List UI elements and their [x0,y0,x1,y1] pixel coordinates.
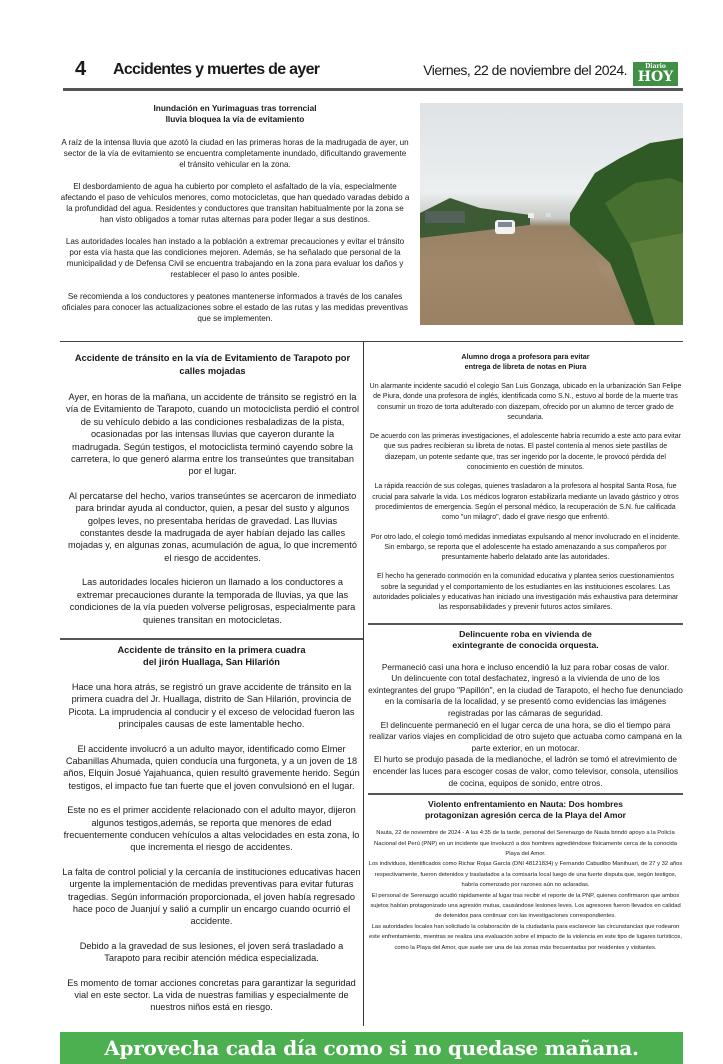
paragraph: Nauta, 22 de noviembre de 2024 - A las 4:35 de la tarde, personal del Serenazgo de Nauta brindó apoyo a la Policía Nacional del Perú (PNP) en un incidente que involucró a dos hombres agrediéndose físicamente cerca de la conocida Playa del Amor. [374,830,677,857]
paragraph: Por otro lado, el colegio tomó medidas inmediatas expulsando al menor involucrado en el incidente. Sin embargo, se reporta que el adolescente ha estado amenazando a sus compañeros por presuntamente haberlo delatado ante las autoridades. [371,533,680,562]
paragraph: Un delincuente con total desfachatez, ingresó a la vivienda de uno de los exintegrantes del grupo "Papillón", en la ciudad de Tarapoto, el hecho fue denunciado en la comisaría de la localidad, y se presentó como evidencias las imágenes registradas por las cámaras de seguridad. [368,673,683,719]
article-nauta [368,799,683,953]
paragraph: El hecho ha generado conmoción en la comunidad educativa y plantea serios cuestionamientos sobre la seguridad y el comportamiento de los estudiantes en las instituciones escolares. Las autoridades policiales y educativas han iniciado una investigación más exhaustiva para determinar las responsabilidades y prevenir futuros actos similares. [372,573,679,612]
article-tarapoto-accident [60,352,363,626]
article-title: Accidente de tránsito en la primera cuadra del jirón Huallaga, San Hilarión [117,644,306,668]
article-title: Inundación en Yurimaguas tras torrencial lluvia bloquea la vía de evitamiento [153,103,317,124]
paragraph: El delincuente permaneció en el lugar cerca de una hora, se dio el tiempo para realizar varios viajes en complicidad de otro sujeto que actuaba como campana en la parte exterior, en un motocar. [369,719,682,753]
article-robbery [368,629,683,790]
paragraph: Al percatarse del hecho, varios transeúntes se acercaron de inmediato para brindar ayuda al conductor, quien, a pesar del susto y algunos golpes leves, no presentaba heridas de gravedad. Las lluvias constantes desde la madrugada de ayer habían dejado las calles mojadas y, en algunas zonas, acumulación de agua, lo que incrementó el riesgo de accidentes. [68,490,357,563]
article-title: Delincuente roba en vivienda de exintegrante de conocida orquesta. [452,628,599,651]
paragraph: Las autoridades locales hicieron un llamado a los conductores a extremar precauciones durante la temporada de lluvias, ya que las condiciones de la vía pueden volverse peligrosas, especialmente para quienes transitan en motocicletas. [69,577,356,625]
paragraph: De acuerdo con las primeras investigaciones, el adolescente habría recurrido a este acto para evitar que sus padres recibieran su libreta de notas. El pastel contenía al menos siete pastillas de diazepam, un potente sedante que, tras ser ingerido por la docente, le provocó pérdida del conocimiento en cuestión de minutos. [370,433,681,472]
paragraph: Es momento de tomar acciones concretas para garantizar la seguridad vial en este sector. La vida de nuestras familias y especialmente de nuestros niños está en riesgo. [67,977,356,1013]
article-divider [60,638,363,640]
paragraph: El desbordamiento de agua ha cubierto por completo el asfaltado de la vía, especialmente afectando el paso de vehículos menores, como motocicletas, que han quedado varadas debido a la profundidad del agua. Residentes y conductores que transitan habitualmente por la zona se han visto obligados a tomar rutas alternas para poder llegar a sus destinos. [60,182,410,224]
article-piura [368,352,683,614]
article-title: Violento enfrentamiento en Nauta: Dos hombres protagonizan agresión cerca de la Playa del Amor [425,799,626,820]
logo-big-text: HOY [637,69,674,85]
slogan-banner: Aprovecha cada día como si no quedase mañana. [60,1032,683,1064]
paragraph: Debido a la gravedad de sus lesiones, el joven será trasladado a Tarapoto para recibir atención médica especializada. [79,940,344,964]
paragraph: Este no es el primer accidente relacionado con el adulto mayor, dijeron algunos testigos,además, se reporta que menores de edad frecuentemente conducen vehículos a altas velocidades en esta zona, lo que incrementa el riesgo de accidentes. [63,805,360,853]
paragraph: Se recomienda a los conductores y peatones mantenerse informados a través de los canales oficiales para conocer las actualizaciones sobre el estado de las rutas y las medidas preventivas que se implementen. [62,292,408,323]
paragraph: Permaneció casi una hora e incluso encendió la luz para robar cosas de valor. [381,661,670,672]
article-divider [368,623,683,625]
left-column [60,342,364,1026]
paragraph: Las autoridades locales han instado a la población a extremar precauciones y evitar el tránsito por esta vía hasta que las condiciones mejoren. Además, se ha señalado que personal de la municipalidad y de Defensa Civil se encuentra trabajando en la zona para evaluar los daños y restablecer el paso lo antes posible. [65,237,405,279]
article-divider [368,793,683,795]
paragraph: El hurto se produjo pasada de la medianoche, el ladrón se tomó el atrevimiento de encender las luces para escoger cosas de valor, como televisor, consola, utensilios de cocina, equipos de sonido, entre otros. [372,754,679,788]
issue-date: Viernes, 22 de noviembre del 2024. [423,62,627,78]
page-body [60,0,683,1064]
article-huallaga-accident [60,644,363,1014]
paragraph: El personal de Serenazgo acudió rápidamente al lugar tras recibir el reporte de la PNP, quienes confirmaron que ambos sujetos habían protagonizado una agresión mutua, causándose lesiones leves. Los agresores fueron llevados en calidad de detenidos para continuar con las investigaciones correspondientes. [370,892,681,920]
logo-small-text: Diario [645,63,666,70]
article-flood [60,103,410,335]
page-number: 4 [75,58,86,80]
paragraph: Los individuos, identificados como Richar Rojas García (DNI 48121834) y Fernando Cabudibo Manihuari, de 27 y 32 años respectivamente, fueron detenidos y trasladados a la comisaría local luego de una fuerte disputa que, según testigos, habría comenzado por razones aún no aclaradas. [368,861,683,889]
section-title: Accidentes y muertes de ayer [113,61,320,78]
paragraph: Hace una hora atrás, se registró un grave accidente de tránsito en la primera cuadra del Jr. Huallaga, distrito de San Hilarión, provincia de Picota. La imprudencia al conducir y el exceso de velocidad fueron las principales causas de este lamentable hecho. [68,681,355,730]
paragraph: Ayer, en horas de la mañana, un accidente de tránsito se registró en la vía de Evitamiento de Tarapoto, cuando un motociclista perdió el control de su vehículo debido a las condiciones resbaladizas de la pista, ocasionadas por las intensas lluvias que cayeron durante la madrugada. Según testigos, el motociclista terminó cayendo sobre la carretera, lo que generó alarma entre los transeúntes que transitaban por el lugar. [66,392,359,477]
paragraph: El accidente involucró a un adulto mayor, identificado como Elmer Cabanillas Ahumada, quien conducía una furgoneta, y a un joven de 18 años, Elquin Josué Yajahuanca, quien resultó gravemente herido. Según testigos, el impacto fue tan fuerte que el joven convulsionó en el lugar. [63,743,360,791]
flooded-road-image [420,103,683,325]
paragraph: Un alarmante incidente sacudió el colegio San Luis Gonzaga, ubicado en la urbanización San Felipe de Piura, donde una profesora de inglés, identificada como S.N., estuvo al borde de la muerte tras consumir un trozo de torta adulterado con diazepam, ofrecido por un alumno de tercer grado de secundaria. [369,383,682,421]
paragraph: Las autoridades locales han solicitado la colaboración de la ciudadanía para esclarecer las circunstancias que rodearon este enfrentamiento, mientras se realiza una evaluación sobre el impacto de la violencia en este tipo de lugares turísticos, como la Playa del Amor, que suele ser una de las zonas más frecuentadas por residentes y visitantes. [369,923,682,951]
right-column [368,342,683,1026]
paragraph: A raíz de la intensa lluvia que azotó la ciudad en las primeras horas de la madrugada de ayer, un sector de la vía de evitamiento se encuentra completamente inundado, dificultando gravemente el tránsito vehicular en la zona. [61,138,409,169]
paragraph: La rápida reacción de sus colegas, quienes trasladaron a la profesora al hospital Santa Rosa, fue crucial para salvarle la vida. Los médicos lograron estabilizarla mediante un lavado gástrico y otros procedimientos de emergencia. Según el personal médico, la recuperación de S.N. fue calificada como "un milagro", dado el grave riesgo que enfrentó. [372,483,679,522]
article-title: Alumno droga a profesora para evitar entrega de libreta de notas en Piura [461,352,590,371]
top-story-row [60,103,683,335]
columns [60,342,683,1026]
paragraph: La falta de control policial y la cercanía de instituciones educativas hacen urgente la implementación de medidas preventivas para evitar futuras tragedias. Según información proporcionada, el joven había regresado hace poco de Juanjuí y salió a cumplir un encargo cuando ocurrió el accidente. [62,866,361,927]
article-title: Accidente de tránsito en la vía de Evitamiento de Tarapoto por calles mojadas [74,353,351,376]
flood-photo [420,103,683,325]
